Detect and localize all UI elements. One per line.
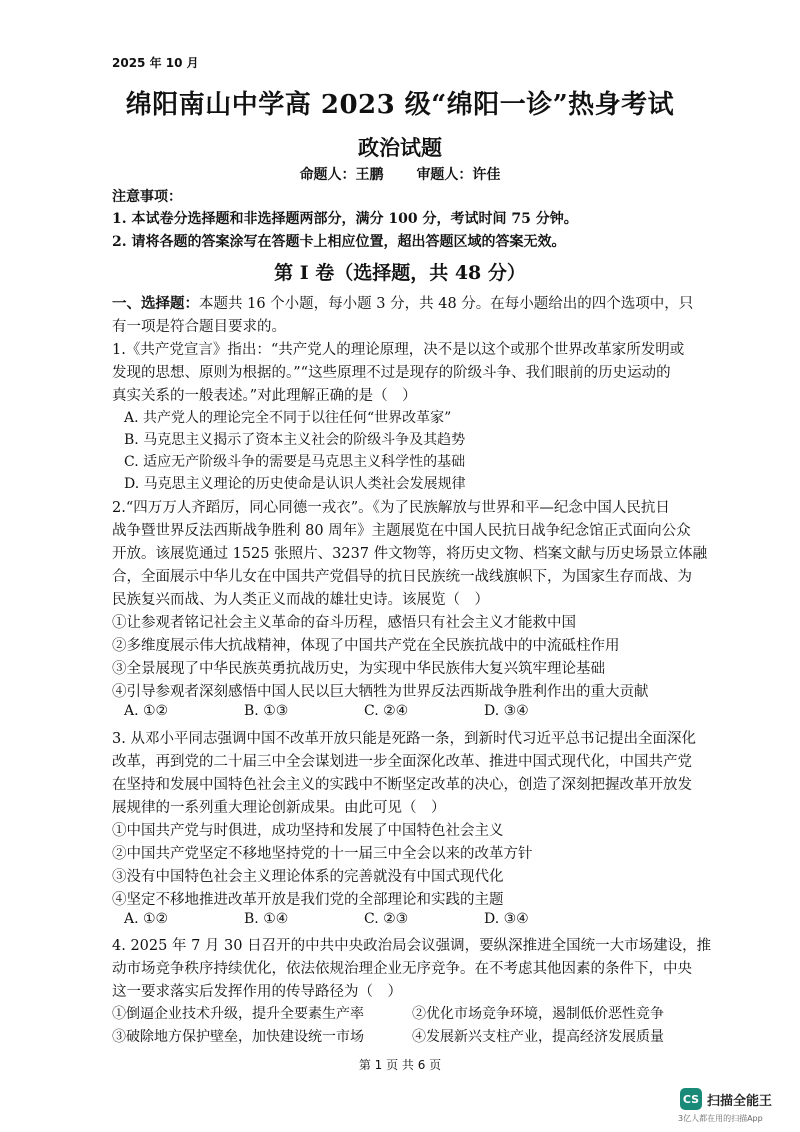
notes-heading: 注意事项： <box>112 189 182 205</box>
q3-choice-d: D. ③④ <box>484 911 529 927</box>
page-number: 第 1 页 共 6 页 <box>358 1058 442 1072</box>
q4-statement: ④发展新兴支柱产业，提高经济发展质量 <box>412 1029 664 1045</box>
q2-stem-line: 战争暨世界反法西斯战争胜利 80 周年》主题展览在中国人民抗日战争纪念馆正式面向公众 <box>112 523 691 539</box>
camscanner-icon: CS <box>680 1088 702 1110</box>
q2-choices <box>124 703 684 719</box>
scanner-name: 扫描全能王 <box>707 1093 773 1109</box>
question-reviewer: 审题人：许佳 <box>416 167 501 183</box>
q4-statement: ②优化市场竞争环境，遏制低价恶性竞争 <box>412 1006 664 1022</box>
exam-title: 绵阳南山中学高 2023 级“绵阳一诊”热身考试 <box>125 90 675 120</box>
question-setter: 命题人：王鹏 <box>299 167 384 183</box>
q3-stem-line: 改革，再到党的二十届三中全会谋划进一步全面深化改革、推进中国式现代化，中国共产党 <box>112 754 692 770</box>
q4-stem-line: 这一要求落实后发挥作用的传导路径为（ ） <box>112 984 402 1000</box>
q3-stem-line: 展规律的一系列重大理论创新成果。由此可见（ ） <box>112 800 446 816</box>
q1-stem-line: 1.《共产党宣言》指出：“共产党人的理论原理，决不是以这个或那个世界改革家所发明或 <box>112 342 685 358</box>
q3-statement: ①中国共产党与时俱进，成功坚持和发展了中国特色社会主义 <box>112 823 504 839</box>
q2-choice-a: A. ①② <box>124 703 169 719</box>
q1-option-a: A. 共产党人的理论完全不同于以往任何“世界改革家” <box>124 410 452 426</box>
section-title: 第 I 卷（选择题，共 48 分） <box>274 262 526 284</box>
q2-stem-line: 开放。该展览通过 1525 张照片、3237 件文物等，将历史文物、档案文献与历史场景立体融 <box>112 546 708 562</box>
q2-statement: ①让参观者铭记社会主义革命的奋斗历程，感悟只有社会主义才能救中国 <box>112 615 576 631</box>
q4-statement-row <box>112 1026 712 1046</box>
note-item: 1. 本试卷分选择题和非选择题两部分，满分 100 分，考试时间 75 分钟。 <box>112 211 578 227</box>
q3-stem-line: 在坚持和发展中国特色社会主义的实践中不断坚定改革的决心，创造了深刻把握改革开放发 <box>112 777 692 793</box>
q3-choice-b: B. ①④ <box>244 911 289 927</box>
q1-stem-line: 发现的思想、原则为根据的。”“这些原理不过是现存的阶级斗争、我们眼前的历史运动的 <box>112 365 671 381</box>
instruction-label: 一、选择题： <box>112 295 199 312</box>
q3-statement: ②中国共产党坚定不移地坚持党的十一届三中全会以来的改革方针 <box>112 846 533 862</box>
q2-stem-line: 合，全面展示中华儿女在中国共产党倡导的抗日民族统一战线旗帜下，为国家生存而战、为 <box>112 569 692 585</box>
instruction-line: 有一项是符合题目要求的。 <box>112 319 286 335</box>
q2-choice-c: C. ②④ <box>364 703 409 719</box>
q4-statement-row <box>112 1003 712 1023</box>
q3-statement: ④坚定不移地推进改革开放是我们党的全部理论和实践的主题 <box>112 892 504 908</box>
note-item: 2. 请将各题的答案涂写在答题卡上相应位置，超出答题区域的答案无效。 <box>112 234 566 250</box>
q4-stem-line: 4. 2025 年 7 月 30 日召开的中共中央政治局会议强调，要纵深推进全国统一大市场建设，推 <box>112 938 712 954</box>
exam-date: 2025 年 10 月 <box>112 56 199 70</box>
q3-choice-c: C. ②③ <box>364 911 409 927</box>
q3-choices <box>124 911 684 927</box>
q2-statement: ④引导参观者深刻感悟中国人民以巨大牺牲为世界反法西斯战争胜利作出的重大贡献 <box>112 684 649 700</box>
q3-choice-a: A. ①② <box>124 911 169 927</box>
q4-statement: ①倒逼企业技术升级，提升全要素生产率 <box>112 1006 364 1022</box>
exam-authors <box>0 164 800 184</box>
q2-choice-d: D. ③④ <box>484 703 529 719</box>
scanner-badge <box>680 1088 772 1110</box>
q1-option-d: D. 马克思主义理论的历史使命是认识人类社会发展规律 <box>124 476 466 492</box>
q2-stem-line: 2.“四万万人齐蹈厉，同心同德一戎衣”。《为了民族解放与世界和平—纪念中国人民抗日 <box>112 500 670 516</box>
q3-statement: ③没有中国特色社会主义理论体系的完善就没有中国式现代化 <box>112 869 504 885</box>
q3-stem-line: 3. 从邓小平同志强调中国不改革开放只能是死路一条，到新时代习近平总书记提出全面深化 <box>112 731 696 747</box>
exam-subject: 政治试题 <box>358 135 442 160</box>
q2-choice-b: B. ①③ <box>244 703 289 719</box>
q4-stem-line: 动市场竞争秩序持续优化，依法依规治理企业无序竞争。在不考虑其他因素的条件下，中央 <box>112 961 692 977</box>
q2-statement: ②多维度展示伟大抗战精神，体现了中国共产党在全民族抗战中的中流砥柱作用 <box>112 638 620 654</box>
q2-statement: ③全景展现了中华民族英勇抗战历史，为实现中华民族伟大复兴筑牢理论基础 <box>112 661 605 677</box>
q1-option-c: C. 适应无产阶级斗争的需要是马克思主义科学性的基础 <box>124 454 466 470</box>
q2-stem-line: 民族复兴而战、为人类正义而战的雄壮史诗。该展览（ ） <box>112 592 489 608</box>
q1-option-b: B. 马克思主义揭示了资本主义社会的阶级斗争及其趋势 <box>124 432 466 448</box>
instruction-line <box>112 292 693 313</box>
q4-statement: ③破除地方保护壁垒，加快建设统一市场 <box>112 1029 364 1045</box>
scanner-tagline: 3亿人都在用的扫描App <box>678 1114 763 1123</box>
instruction-text: 本题共 16 个小题，每小题 3 分，共 48 分。在每小题给出的四个选项中，只 <box>199 296 694 312</box>
q1-stem-line: 真实关系的一般表述。”对此理解正确的是（ ） <box>112 388 417 404</box>
